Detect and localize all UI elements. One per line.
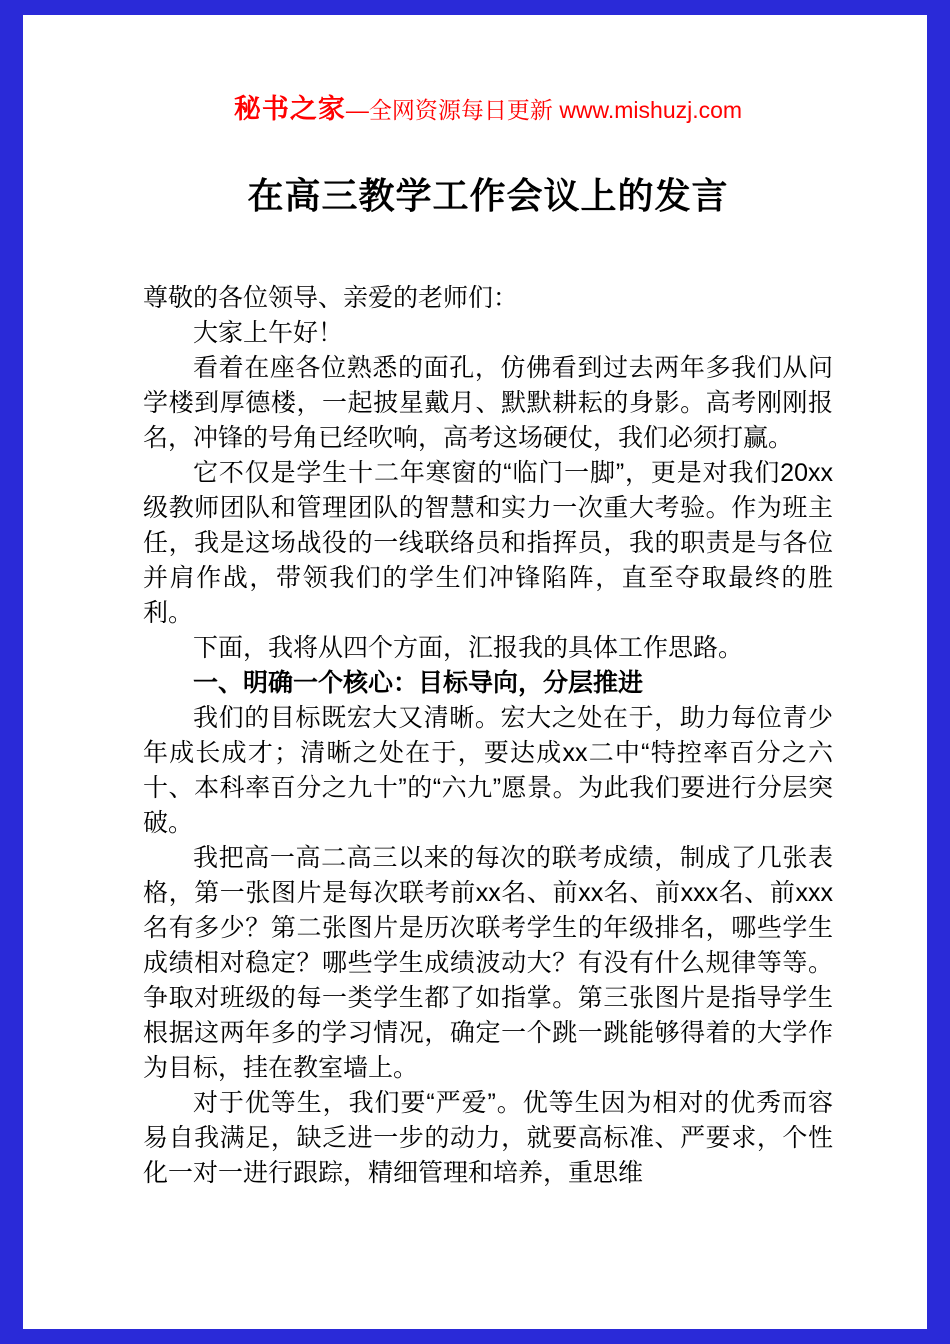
document-body bbox=[143, 281, 833, 1191]
section-heading: 一、明确一个核心：目标导向，分层推进 bbox=[193, 669, 644, 697]
paragraph: 我把高一高二高三以来的每次的联考成绩，制成了几张表格，第一张图片是每次联考前xx名、前xx名、前xxx名、前xxx名有多少？第二张图片是历次联考学生的年级排名，哪些学生成绩相对稳定？哪些学生成绩波动大？有没有什么规律等等。争取对班级的每一类学生都了如指掌。第三张图片是指导学生根据这两年多的学习情况，确定一个跳一跳能够得着的大学作为目标，挂在教室墙上。 bbox=[143, 844, 833, 1082]
document-sheet bbox=[23, 15, 927, 1329]
paragraph: 尊敬的各位领导、亲爱的老师们： bbox=[143, 284, 519, 312]
paragraph: 它不仅是学生十二年寒窗的“临门一脚”，更是对我们20xx级教师团队和管理团队的智慧和实力一次重大考验。作为班主任，我是这场战役的一线联络员和指挥员，我的职责是与各位并肩作战，带领我们的学生们冲锋陷阵，直至夺取最终的胜利。 bbox=[143, 459, 833, 627]
paragraph: 下面，我将从四个方面，汇报我的具体工作思路。 bbox=[193, 634, 744, 662]
paragraph: 我们的目标既宏大又清晰。宏大之处在于，助力每位青少年成长成才；清晰之处在于，要达成xx二中“特控率百分之六十、本科率百分之九十”的“六九”愿景。为此我们要进行分层突破。 bbox=[143, 704, 833, 837]
document-title: 在高三教学工作会议上的发言 bbox=[247, 175, 729, 216]
header-tagline: —全网资源每日更新 bbox=[345, 97, 560, 123]
paragraph: 大家上午好！ bbox=[193, 319, 344, 347]
paragraph: 对于优等生，我们要“严爱”。优等生因为相对的优秀而容易自我满足，缺乏进一步的动力，就要高标准、严要求，个性化一对一进行跟踪，精细管理和培养，重思维 bbox=[143, 1089, 833, 1187]
site-header bbox=[143, 87, 833, 126]
paragraph: 看着在座各位熟悉的面孔，仿佛看到过去两年多我们从问学楼到厚德楼，一起披星戴月、默默耕耘的身影。高考刚刚报名，冲锋的号角已经吹响，高考这场硬仗，我们必须打赢。 bbox=[143, 354, 833, 452]
header-url-link[interactable]: www.mishuzj.com bbox=[559, 97, 743, 123]
brand-name: 秘书之家 bbox=[233, 94, 346, 124]
